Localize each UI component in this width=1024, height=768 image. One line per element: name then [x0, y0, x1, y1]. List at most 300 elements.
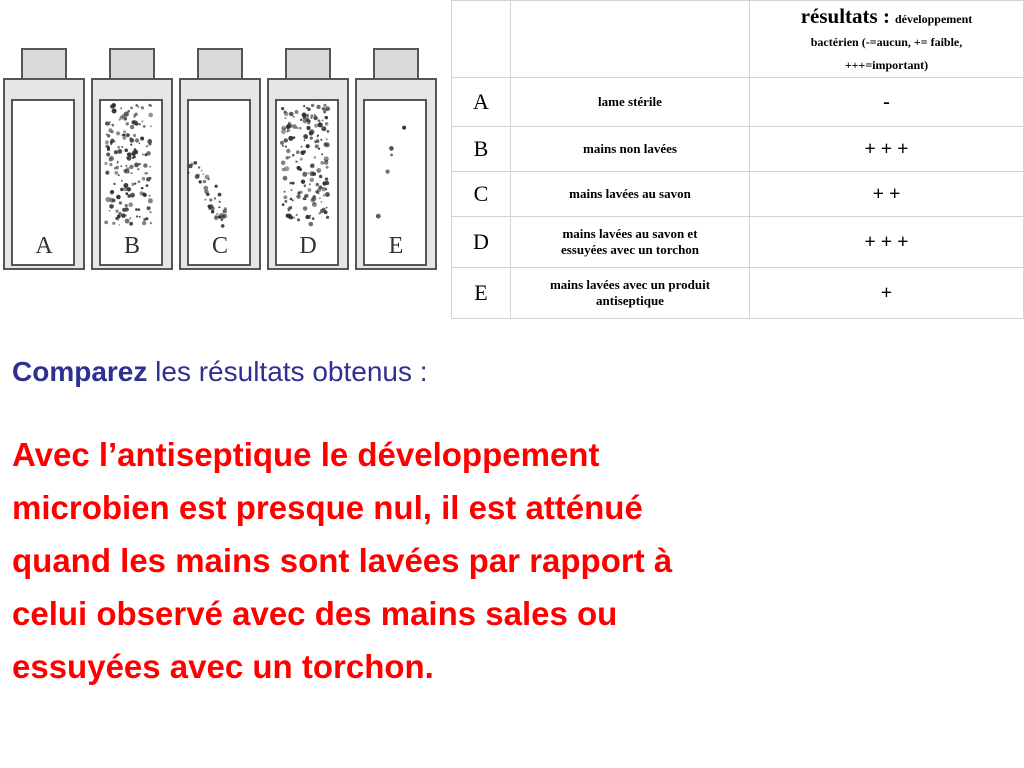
colony-dot	[209, 204, 214, 209]
colony-dot	[149, 195, 151, 197]
colony-dot	[203, 180, 206, 183]
colony-dot	[106, 153, 110, 157]
colony-dot	[309, 215, 311, 217]
colony-dot	[136, 215, 138, 217]
colony-dot	[307, 108, 310, 111]
colony-dot	[203, 173, 205, 175]
colony-dot	[139, 163, 141, 165]
colony-dot	[194, 161, 198, 165]
colony-dot	[105, 140, 109, 144]
colony-dot	[121, 146, 123, 148]
colony-dot	[286, 149, 290, 153]
colony-dot	[107, 134, 110, 137]
colony-dot	[402, 126, 406, 130]
colony-dot	[128, 202, 133, 207]
colony-dot	[313, 202, 315, 204]
condition-line: lame stérile	[598, 94, 662, 109]
box-label: B	[123, 233, 141, 259]
table-header-row	[452, 1, 1024, 78]
colony-dot	[140, 137, 144, 141]
colony-dot	[325, 122, 329, 126]
colony-dot	[309, 131, 313, 135]
answer-line: quand les mains sont lavées par rapport à	[12, 542, 673, 579]
colony-dot	[136, 104, 138, 106]
colony-dot	[314, 156, 317, 159]
colony-dot	[306, 118, 310, 122]
answer-line: celui observé avec des mains sales ou	[12, 595, 618, 632]
colony-dot	[299, 127, 302, 130]
colony-dot	[104, 221, 108, 225]
colony-dot	[108, 128, 112, 132]
colony-dot	[110, 190, 114, 194]
colony-dot	[289, 182, 291, 184]
answer-text	[12, 428, 1012, 693]
colony-dot	[115, 166, 119, 170]
colony-dot	[214, 197, 216, 199]
colony-dot	[144, 172, 147, 175]
colony-dot	[188, 164, 192, 168]
colony-dot	[149, 166, 151, 168]
header-title: résultats :	[800, 3, 890, 28]
culture-box	[268, 49, 348, 269]
table-row	[452, 268, 1024, 319]
colony-dot	[130, 138, 135, 143]
colony-dot	[304, 195, 307, 198]
colony-dot	[109, 204, 114, 209]
colony-dot	[319, 197, 321, 199]
colony-dot	[117, 162, 119, 164]
colony-dot	[284, 191, 286, 193]
colony-dot	[285, 146, 287, 148]
header-empty-cell	[452, 1, 511, 78]
row-condition	[511, 127, 750, 172]
colony-dot	[304, 184, 307, 187]
condition-line: mains lavées avec un produit	[549, 277, 711, 292]
colony-dot	[296, 214, 298, 216]
colony-dot	[116, 195, 121, 200]
colony-dot	[323, 194, 325, 196]
culture-box	[180, 49, 260, 269]
colony-dot	[129, 217, 131, 219]
colony-dot	[139, 216, 141, 218]
row-result: + + +	[750, 217, 1024, 268]
colony-dot	[292, 124, 297, 129]
colony-dot	[130, 125, 135, 130]
colony-dot	[300, 158, 303, 161]
colony-dot	[138, 180, 141, 183]
colony-dot	[134, 183, 136, 185]
colony-dot	[135, 209, 137, 211]
colony-dot	[105, 197, 110, 202]
answer-line: Avec l’antiseptique le développement	[12, 436, 600, 473]
header-empty-cell	[511, 1, 750, 78]
colony-dot	[137, 208, 140, 211]
colony-dot	[306, 144, 310, 148]
condition-line: antiseptique	[596, 293, 664, 308]
culture-box	[4, 49, 84, 269]
colony-dot	[296, 194, 300, 198]
colony-dot	[316, 105, 320, 109]
colony-dot	[221, 224, 225, 228]
colony-dot	[310, 198, 314, 202]
colony-dot	[146, 151, 151, 156]
colony-dot	[288, 156, 290, 158]
colony-dot	[133, 155, 136, 158]
question-keyword: Comparez	[12, 356, 148, 387]
colony-dot	[309, 183, 311, 185]
header-subtitle: +++=important)	[844, 57, 929, 72]
colony-dot	[112, 222, 115, 225]
colony-dot	[119, 201, 122, 204]
colony-dot	[287, 124, 292, 129]
colony-dot	[123, 130, 126, 133]
colony-dot	[310, 137, 313, 140]
colony-dot	[215, 185, 218, 188]
colony-dot	[150, 125, 152, 127]
colony-dot	[281, 161, 286, 166]
results-table	[451, 0, 1024, 319]
colony-dot	[148, 198, 153, 203]
colony-dot	[126, 167, 130, 171]
colony-dot	[306, 126, 310, 130]
colony-dot	[124, 187, 128, 191]
colony-dot	[310, 114, 313, 117]
header-subtitle: bactérien (-=aucun, += faible,	[810, 34, 963, 49]
colony-dot	[149, 177, 152, 180]
header-subtitle: développement	[894, 11, 973, 26]
colony-dot	[218, 193, 222, 197]
box-label: E	[388, 233, 404, 259]
colony-dot	[283, 195, 287, 199]
colony-dot	[321, 126, 326, 131]
colony-dot	[150, 105, 152, 107]
colony-dot	[112, 124, 115, 127]
colony-dot	[386, 170, 390, 174]
culture-boxes-illustration	[0, 45, 445, 275]
colony-dot	[314, 114, 316, 116]
colony-dot	[105, 171, 109, 175]
colony-dot	[296, 127, 298, 129]
colony-dot	[325, 177, 328, 180]
colony-dot	[138, 143, 140, 145]
colony-dot	[308, 188, 312, 192]
colony-dot	[119, 224, 121, 226]
colony-dot	[317, 188, 321, 192]
colony-dot	[122, 208, 126, 212]
row-condition	[511, 172, 750, 217]
colony-dot	[134, 116, 136, 118]
colony-dot	[376, 214, 381, 219]
colony-dot	[323, 109, 327, 113]
row-letter: D	[452, 217, 511, 268]
colony-dot	[125, 214, 127, 216]
colony-dot	[282, 203, 285, 206]
colony-dot	[390, 154, 393, 157]
colony-dot	[116, 131, 120, 135]
colony-dot	[301, 180, 305, 184]
colony-dot	[120, 107, 122, 109]
colony-dot	[318, 122, 323, 127]
colony-dot	[125, 219, 130, 224]
colony-dot	[326, 166, 329, 169]
colony-dot	[302, 172, 307, 177]
row-result: + +	[750, 172, 1024, 217]
colony-dot	[120, 165, 122, 167]
colony-dot	[104, 162, 107, 165]
row-letter: C	[452, 172, 511, 217]
colony-dot	[326, 144, 328, 146]
colony-dot	[141, 106, 144, 109]
colony-dot	[311, 104, 314, 107]
colony-dot	[118, 174, 120, 176]
table-row	[452, 217, 1024, 268]
colony-dot	[309, 217, 311, 219]
colony-dot	[129, 222, 133, 226]
colony-dot	[129, 165, 133, 169]
colony-dot	[325, 188, 327, 190]
colony-dot	[147, 139, 152, 144]
colony-dot	[293, 116, 295, 118]
colony-dot	[325, 192, 330, 197]
colony-dot	[320, 139, 322, 141]
colony-dot	[135, 138, 139, 142]
colony-dot	[321, 153, 323, 155]
colony-dot	[209, 198, 212, 201]
colony-dot	[288, 136, 293, 141]
colony-dot	[118, 149, 123, 154]
colony-dot	[201, 170, 203, 172]
colony-dot	[142, 187, 144, 189]
colony-dot	[105, 145, 109, 149]
colony-dot	[141, 120, 143, 122]
colony-dot	[284, 117, 286, 119]
colony-dot	[282, 126, 287, 131]
colony-dot	[287, 129, 290, 132]
colony-dot	[117, 146, 120, 149]
colony-dot	[389, 146, 394, 151]
colony-dot	[286, 156, 289, 159]
row-result: +	[750, 268, 1024, 319]
colony-dot	[318, 148, 320, 150]
table-row	[452, 172, 1024, 217]
table-row	[452, 127, 1024, 172]
colony-dot	[297, 191, 300, 194]
colony-dot	[285, 200, 288, 203]
colony-dot	[303, 150, 306, 153]
colony-dot	[290, 198, 292, 200]
colony-dot	[126, 156, 129, 159]
colony-dot	[326, 130, 329, 133]
colony-dot	[282, 145, 284, 147]
colony-dot	[117, 215, 121, 219]
colony-dot	[110, 104, 114, 108]
colony-dot	[318, 119, 321, 122]
box-label: C	[211, 233, 229, 259]
colony-dot	[218, 206, 220, 208]
colony-dot	[130, 107, 133, 110]
colony-dot	[109, 157, 113, 161]
colony-dot	[316, 183, 319, 186]
colony-dot	[150, 222, 153, 225]
colony-dot	[287, 214, 292, 219]
colony-dot	[326, 138, 328, 140]
culture-box	[92, 49, 172, 269]
colony-dot	[326, 207, 328, 209]
colony-dot	[142, 154, 144, 156]
colony-dot	[119, 119, 121, 121]
colony-dot	[303, 105, 305, 107]
colony-dot	[296, 161, 298, 163]
colony-dot	[140, 191, 144, 195]
colony-dot	[283, 176, 288, 181]
colony-dot	[312, 217, 315, 220]
colony-dot	[300, 119, 303, 122]
colony-dot	[284, 166, 289, 171]
colony-dot	[124, 149, 128, 153]
colony-dot	[109, 210, 111, 212]
colony-dot	[127, 153, 130, 156]
colony-dot	[133, 120, 138, 125]
colony-dot	[125, 204, 128, 207]
colony-dot	[142, 177, 146, 181]
colony-dot	[321, 201, 323, 203]
colony-dot	[323, 104, 326, 107]
header-results-cell	[750, 1, 1024, 78]
colony-dot	[295, 110, 299, 114]
colony-dot	[109, 121, 111, 123]
colony-dot	[304, 198, 306, 200]
colony-dot	[324, 160, 328, 164]
colony-dot	[297, 218, 300, 221]
colony-dot	[281, 107, 284, 110]
colony-dot	[219, 213, 224, 218]
colony-dot	[133, 134, 136, 137]
colony-dot	[293, 217, 295, 219]
colony-dot	[288, 209, 290, 211]
colony-dot	[108, 123, 110, 125]
row-condition	[511, 78, 750, 127]
colony-dot	[126, 165, 128, 167]
colony-dot	[120, 116, 124, 120]
colony-dot	[126, 122, 129, 125]
colony-dot	[315, 144, 319, 148]
row-condition	[511, 217, 750, 268]
colony-dot	[187, 172, 189, 174]
colony-dot	[290, 189, 292, 191]
colony-dot	[113, 183, 115, 185]
question-rest: les résultats obtenus :	[155, 356, 428, 387]
colony-dot	[122, 136, 126, 140]
colony-dot	[124, 117, 128, 121]
colony-dot	[130, 144, 132, 146]
colony-dot	[146, 184, 149, 187]
condition-line: mains non lavées	[583, 141, 677, 156]
colony-dot	[309, 222, 314, 227]
row-condition	[511, 268, 750, 319]
colony-dot	[199, 180, 202, 183]
colony-dot	[148, 113, 153, 118]
colony-dot	[311, 164, 315, 168]
colony-dot	[139, 123, 141, 125]
colony-dot	[325, 116, 328, 119]
colony-dot	[314, 124, 318, 128]
colony-dot	[131, 183, 134, 186]
colony-dot	[143, 163, 147, 167]
colony-dot	[147, 206, 151, 210]
colony-dot	[198, 166, 200, 168]
colony-dot	[133, 150, 138, 155]
row-letter: E	[452, 268, 511, 319]
colony-dot	[131, 172, 133, 174]
colony-dot	[216, 213, 218, 215]
colony-dot	[214, 215, 218, 219]
colony-dot	[284, 138, 288, 142]
colony-dot	[149, 211, 151, 213]
colony-dot	[326, 216, 329, 219]
answer-line: essuyées avec un torchon.	[12, 648, 434, 685]
box-label: D	[299, 233, 317, 259]
colony-dot	[302, 113, 307, 118]
colony-dot	[110, 139, 114, 143]
colony-dot	[308, 172, 310, 174]
colony-dot	[319, 212, 321, 214]
table-row	[452, 78, 1024, 127]
colony-dot	[204, 190, 209, 195]
colony-dot	[143, 218, 146, 221]
colony-dot	[304, 139, 306, 141]
box-label: A	[35, 233, 53, 259]
colony-dot	[313, 116, 317, 120]
colony-dot	[137, 106, 139, 108]
colony-dot	[301, 146, 303, 148]
row-letter: B	[452, 127, 511, 172]
colony-dot	[134, 163, 139, 168]
colony-dot	[221, 219, 224, 222]
condition-line: mains lavées au savon	[569, 186, 691, 201]
colony-dot	[293, 136, 296, 139]
row-result: + + +	[750, 127, 1024, 172]
colony-dot	[125, 192, 128, 195]
colony-dot	[121, 180, 123, 182]
colony-dot	[205, 175, 210, 180]
colony-dot	[195, 174, 200, 179]
colony-dot	[317, 136, 319, 138]
colony-dot	[224, 207, 227, 210]
colony-dot	[322, 120, 324, 122]
colony-dot	[143, 125, 146, 128]
colony-dot	[130, 193, 135, 198]
colony-dot	[115, 171, 119, 175]
colony-dot	[292, 154, 295, 157]
condition-line: mains lavées au savon et	[562, 226, 698, 241]
colony-dot	[324, 210, 328, 214]
colony-dot	[120, 188, 124, 192]
answer-line: microbien est presque nul, il est atténué	[12, 489, 643, 526]
colony-dot	[219, 201, 221, 203]
colony-dot	[292, 182, 295, 185]
colony-dot	[316, 139, 320, 143]
colony-dot	[296, 150, 300, 154]
colony-dot	[115, 210, 118, 213]
colony-dot	[319, 175, 322, 178]
colony-dot	[113, 109, 115, 111]
colony-dot	[137, 168, 139, 170]
colony-dot	[280, 141, 284, 145]
colony-dot	[303, 206, 308, 211]
colony-dot	[312, 172, 316, 176]
row-result: -	[750, 78, 1024, 127]
colony-dot	[146, 145, 148, 147]
